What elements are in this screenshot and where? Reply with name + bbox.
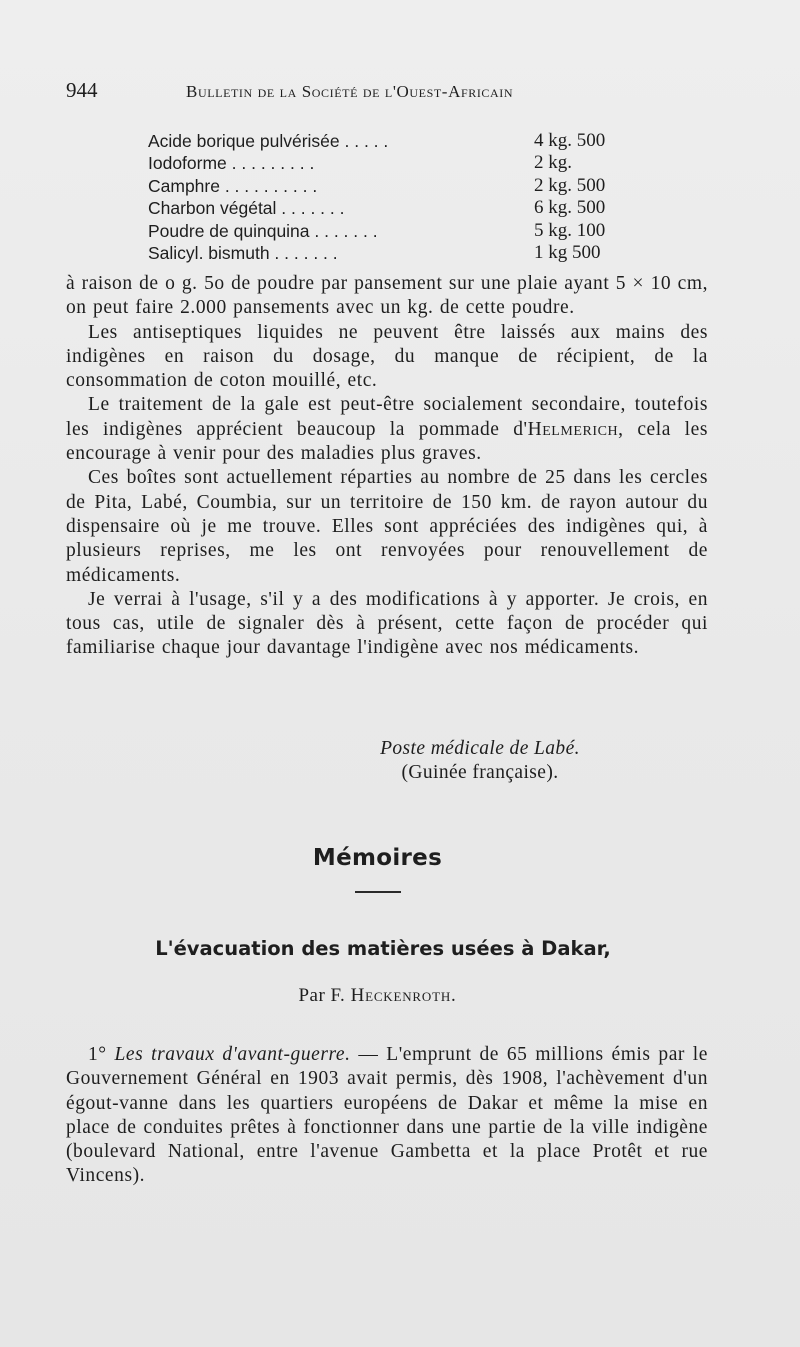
supply-name: Acide borique pulvérisée . . . . . [148,131,389,151]
byline-prefix: Par F. [298,985,346,1006]
paragraph: Les antiseptiques liquides ne peuvent être laissés aux mains des indigènes en raison du dosage, du manque de récipient, de la consommation de coton mouillé, etc. [66,321,708,392]
divider [355,891,401,893]
supply-row [148,197,648,219]
supply-row [148,220,648,242]
paragraph: Ces boîtes sont actuellement réparties au nombre de 25 dans les cercles de Pita, Labé, Coumbia, sur un territoire de 150 km. de rayon autour du dispensaire où je me trouve. Elles sont appréciées des indigènes qui, à plusieurs reprises, me les ont renvoyées pour renouvellement de médicaments. [66,467,708,586]
article-body [66,1043,708,1189]
paragraph: à raison de o g. 5o de poudre par pansement sur une plaie ayant 5 × 10 cm, on peut faire 2.000 pansements avec un kg. de cette poudre. [66,273,708,319]
supply-quantity: 2 kg. 500 [534,174,606,196]
subsection-title: Les travaux d'avant-guerre. [114,1044,351,1065]
supply-row [148,175,648,197]
supply-row [148,130,648,152]
body-text [66,272,708,661]
paragraph-text: , cela les encourage à venir pour des maladies plus graves. [66,418,708,465]
paragraph-text: Le traitement de la gale est peut-être socialement secondaire, toutefois les indigènes apprécient beaucoup la pommade d' [66,394,708,440]
byline [0,985,755,1007]
supply-name: Camphre . . . . . . . . . . [148,175,318,196]
journal-title: Bulletin de la Société de l'Ouest-Africain [186,82,514,101]
author-name: Heckenroth. [350,985,457,1006]
paragraph-text: — L'emprunt de 65 millions émis par le Gouvernement Général en 1903 avait permis, dès 1908, l'achèvement d'un égout-vanne dans les quartiers européens de Dakar et même la mise en place de conduites prêtes à fonctionner dans une partie de la ville indigène (boulevard National, entre l'avenue Gambetta et la place Protêt et rue Vincens). [66,1044,708,1187]
person-name: Helmerich [527,418,619,440]
paragraph [66,1043,708,1189]
signature-region: (Guinée française). [401,762,559,783]
supply-name: Salicyl. bismuth . . . . . . . [148,242,338,263]
section-heading: Mémoires [312,845,443,871]
supply-row [148,152,648,174]
paragraph [66,393,708,466]
supply-quantity: 4 kg. 500 [534,130,606,151]
section-number: 1° [88,1044,107,1065]
running-head [66,78,766,108]
supply-name: Iodoforme . . . . . . . . . [148,153,315,174]
supply-list [148,130,648,264]
supply-name: Poudre de quinquina . . . . . . . [148,220,378,241]
signature-place: Poste médicale de Labé. [380,738,580,759]
article-title: L'évacuation des matières usées à Dakar, [155,937,611,960]
supply-row [148,242,648,264]
paragraph: Je verrai à l'usage, s'il y a des modifications à y apporter. Je crois, en tous cas, utile de signaler dès à présent, cette façon de procéder qui familiarise chaque jour davantage l'indigène avec nos médicaments. [66,588,708,659]
page-number: 944 [66,78,98,102]
supply-quantity: 2 kg. [534,152,572,174]
supply-quantity: 6 kg. 500 [534,197,606,219]
supply-quantity: 5 kg. 100 [534,219,606,241]
supply-name: Charbon végétal . . . . . . . [148,198,345,219]
supply-quantity: 1 kg 500 [534,241,601,263]
